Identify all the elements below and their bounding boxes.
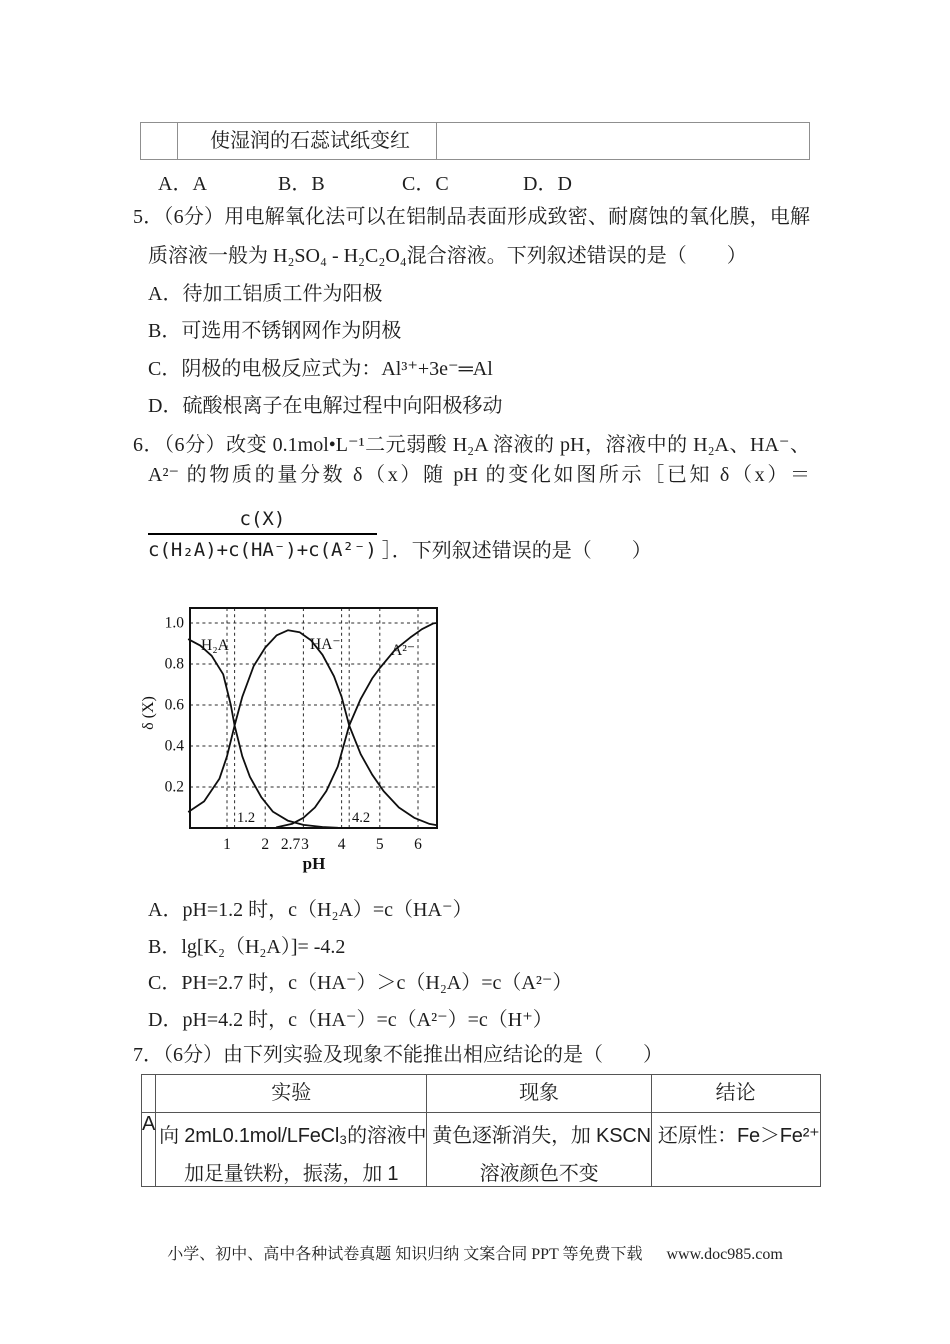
experiment-cell xyxy=(156,1113,427,1187)
phenomenon-text-line1: 黄色逐渐消失，加 KSCN xyxy=(432,1125,651,1147)
answer-option-a: A．A xyxy=(158,173,207,195)
curve-label-a2: A²⁻ xyxy=(391,642,416,659)
answer-option-d: D．D xyxy=(523,173,572,195)
q5-line1: 5．（6分）用电解氧化法可以在铝制品表面形成致密、耐腐蚀的氧化膜，电解 xyxy=(133,206,810,228)
experiment-table-row-a xyxy=(142,1113,821,1187)
q5-option-c: C．阴极的电极反应式为：Al³⁺+3e⁻═Al xyxy=(148,358,493,380)
q6-line1: 6．（6分）改变 0.1mol•L⁻¹二元弱酸 H₂A 溶液的 pH，溶液中的 H₂A、HA⁻、 xyxy=(133,434,810,456)
q6-line2: A²⁻ 的物质的量分数 δ（x）随 pH 的变化如图所示［已知 δ（x）＝ xyxy=(148,464,810,486)
top-table-cell-empty-right xyxy=(437,123,809,159)
top-table-cell-phenomenon: 使湿润的石蕊试纸变红 xyxy=(178,123,437,159)
q7-line: 7．（6分）由下列实验及现象不能推出相应结论的是（ ） xyxy=(133,1044,663,1066)
xtick-4: 4 xyxy=(337,836,346,853)
xtick-6: 6 xyxy=(414,836,422,853)
answer-option-b: B．B xyxy=(278,173,325,195)
curve-h2a xyxy=(189,639,338,827)
phenomenon-text-line2: 溶液颜色不变 xyxy=(479,1163,599,1185)
fraction xyxy=(148,508,377,561)
top-table-cell-empty-left xyxy=(141,123,178,159)
ytick-0-4: 0.4 xyxy=(164,737,184,755)
page-footer xyxy=(0,1241,950,1264)
q6-option-a: A．pH=1.2 时，c（H₂A）=c（HA⁻） xyxy=(148,899,473,921)
xtick-2-7: 2.7 xyxy=(280,836,301,853)
q5-option-d: D．硫酸根离子在电解过程中向阳极移动 xyxy=(148,395,503,417)
q5-option-b: B．可选用不锈钢网作为阴极 xyxy=(148,320,402,342)
q6-after-formula: ］．下列叙述错误的是（ ） xyxy=(381,540,652,562)
q5-option-a: A．待加工铝质工件为阳极 xyxy=(148,283,383,305)
xtick-3: 3 xyxy=(301,836,309,853)
curve-label-ha: HA⁻ xyxy=(310,636,341,653)
q6-option-d: D．pH=4.2 时，c（HA⁻）=c（A²⁻）=c（H⁺） xyxy=(148,1009,553,1031)
q6-option-c: C．PH=2.7 时，c（HA⁻）＞c（H₂A）=c（A²⁻） xyxy=(148,972,573,994)
row-label: A xyxy=(142,1113,156,1187)
top-partial-table xyxy=(140,122,810,160)
phenomenon-cell xyxy=(427,1113,652,1187)
x-axis-label: pH xyxy=(302,854,326,873)
experiment-table xyxy=(141,1074,821,1187)
conclusion-text: 还原性：Fe＞Fe²⁺ xyxy=(657,1125,820,1147)
xtick-1: 1 xyxy=(223,836,231,853)
footer-site-link: www.doc985.com xyxy=(666,1246,783,1263)
header-phenomenon: 现象 xyxy=(427,1075,652,1113)
xtick-2: 2 xyxy=(261,836,270,853)
header-empty xyxy=(142,1075,156,1113)
ytick-0-2: 0.2 xyxy=(164,778,184,796)
annotation-4-2: 4.2 xyxy=(352,810,371,826)
fraction-denominator: c(H₂A)+c(HA⁻)+c(A²⁻) xyxy=(148,533,377,561)
delta-vs-ph-chart xyxy=(130,600,460,876)
q6-option-b: B．lg[K₂（H₂A）]= -4.2 xyxy=(148,936,346,958)
ytick-1-0: 1.0 xyxy=(164,614,184,632)
q5-line2: 质溶液一般为 H₂SO₄ - H₂C₂O₄混合溶液。下列叙述错误的是（ ） xyxy=(148,245,747,267)
answer-option-c: C．C xyxy=(402,173,449,195)
header-experiment: 实验 xyxy=(156,1075,427,1113)
header-conclusion: 结论 xyxy=(651,1075,820,1113)
curve-label-h2a: H₂A xyxy=(201,637,229,654)
fraction-numerator: c(X) xyxy=(239,508,286,530)
annotation-1-2: 1.2 xyxy=(237,810,256,826)
experiment-text-line1: 向 2mL0.1mol/LFeCl₃的溶液中 xyxy=(159,1125,427,1147)
ytick-0-8: 0.8 xyxy=(164,655,184,673)
conclusion-cell xyxy=(651,1113,820,1187)
footer-text: 小学、初中、高中各种试卷真题 知识归纳 文案合同 PPT 等免费下载 xyxy=(167,1246,643,1263)
q6-delta-formula xyxy=(148,508,652,561)
xtick-5: 5 xyxy=(375,836,384,853)
experiment-text-line2: 加足量铁粉，振荡，加 1 xyxy=(184,1163,399,1185)
experiment-table-header-row xyxy=(142,1075,821,1113)
ytick-0-6: 0.6 xyxy=(164,696,184,714)
y-axis-label: δ (X) xyxy=(140,696,157,730)
curve-ha xyxy=(189,630,437,825)
